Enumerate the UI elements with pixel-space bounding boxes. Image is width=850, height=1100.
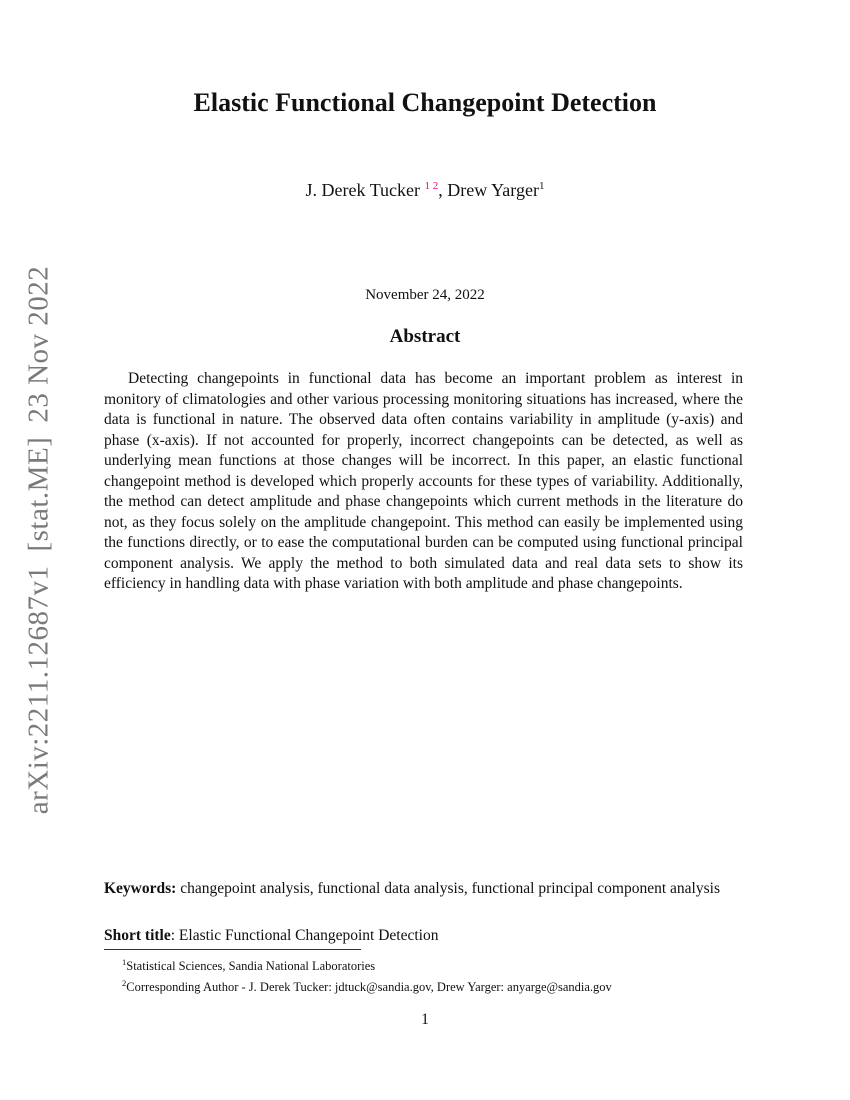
author-line: [0, 180, 850, 201]
footnote-mark: 2: [122, 978, 127, 988]
footnote: [122, 975, 762, 996]
arxiv-date: 23 Nov 2022: [22, 265, 55, 423]
footnote: [122, 954, 762, 975]
short-title: [104, 926, 744, 946]
author-separator: ,: [438, 180, 448, 200]
abstract-heading: Abstract: [389, 326, 461, 347]
keywords: [104, 879, 744, 899]
short-title-label: Short title: [104, 927, 171, 944]
keywords-text: changepoint analysis, functional data analysis, functional principal component analysis: [180, 880, 720, 897]
footnote-text: Corresponding Author - J. Derek Tucker: jdtuck@sandia.gov, Drew Yarger: anyarge@sandia.gov: [126, 980, 612, 994]
footnote-text: Statistical Sciences, Sandia National Laboratories: [126, 959, 376, 973]
paper-title: Elastic Functional Changepoint Detection: [193, 88, 657, 117]
arxiv-stamp: [23, 266, 56, 815]
author-name: Drew Yarger: [447, 180, 539, 200]
footnotes: [122, 954, 762, 996]
affiliation-marks[interactable]: 1 2: [424, 180, 439, 192]
page-number: 1: [421, 1011, 429, 1028]
short-title-separator: :: [170, 927, 179, 944]
affiliation-mark: 1: [538, 180, 545, 192]
arxiv-id: arXiv:2211.12687v1: [22, 565, 55, 815]
author-name: J. Derek Tucker: [305, 180, 421, 200]
arxiv-category: [stat.ME]: [22, 436, 55, 552]
short-title-text: Elastic Functional Changepoint Detection: [178, 927, 439, 944]
paper-date: November 24, 2022: [365, 287, 485, 303]
keywords-label: Keywords:: [104, 880, 177, 897]
footnote-divider: [104, 949, 361, 950]
footnote-mark: 1: [122, 957, 127, 967]
abstract-text: Detecting changepoints in functional data has become an important problem as interest in monitory of climatologies and other various processing monitoring situations has increased, where the data is functional in nature. The observed data often contains variability in amplitude (y-axis) and phase (x-axis). If not accounted for properly, incorrect changepoints can be detected, as well as underlying mean functions at those changes will be incorrect. In this paper, an elastic functional changepoint method is developed which properly accounts for these types of variability. Additionally, the method can detect amplitude and phase changepoints which current methods in the literature do not, as they focus solely on the amplitude changepoint. This method can easily be implemented using the functions directly, or to ease the computational burden can be computed using functional principal component analysis. We apply the method to both simulated data and real data sets to show its efficiency in handling data with phase variation with both amplitude and phase changepoints.: [104, 370, 743, 592]
